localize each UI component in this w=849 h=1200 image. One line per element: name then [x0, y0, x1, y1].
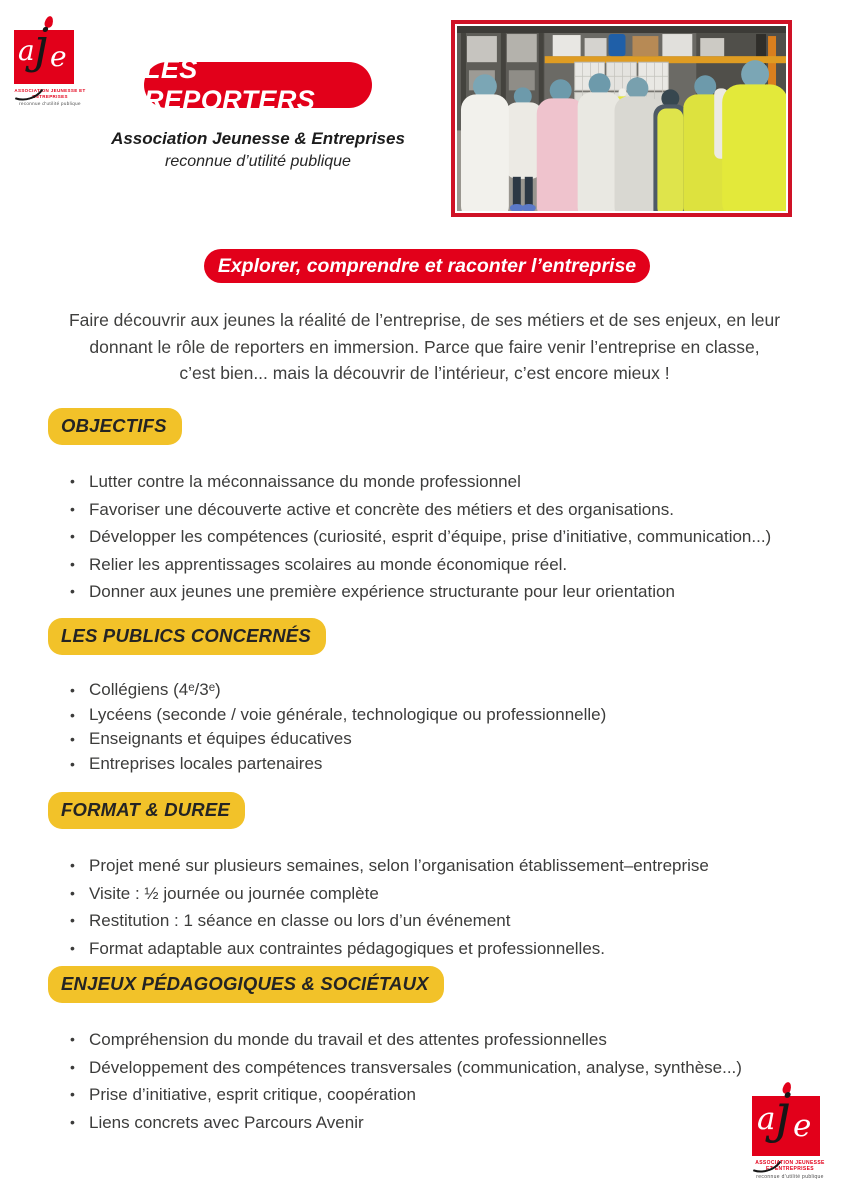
- intro-paragraph: [0, 307, 849, 387]
- list-item: • Format adaptable aux contraintes pédagogiques et professionnelles.: [68, 935, 709, 963]
- list-item: • Favoriser une découverte active et concrète des métiers et des organisations.: [68, 496, 771, 524]
- section-enjeux: [48, 966, 742, 1136]
- list-item: • Entreprises locales partenaires: [68, 752, 606, 777]
- list-item: • Lutter contre la méconnaissance du monde professionnel: [68, 468, 771, 496]
- section-badge-publics: LES PUBLICS CONCERNÉS: [48, 618, 326, 655]
- logo-letter-j: j: [775, 1083, 792, 1144]
- section-publics-concernes: [48, 618, 606, 776]
- enjeux-list: [68, 1026, 742, 1136]
- logo-letter-e: e: [50, 40, 67, 73]
- intro-line-2: donnant le rôle de reporters en immersion. Parce que faire venir l’entreprise en classe,: [89, 336, 760, 357]
- list-item: • Collégiens (4ᵉ/3ᵉ): [68, 678, 606, 703]
- org-status: reconnue d’utilité publique: [165, 153, 351, 170]
- logo-caption-association: ASSOCIATION JEUNESSE ET ENTREPRISES: [755, 1160, 825, 1172]
- warehouse-photo-illustration: [457, 26, 786, 211]
- list-item: • Liens concrets avec Parcours Avenir: [68, 1109, 742, 1137]
- aje-logo-top: [14, 16, 86, 107]
- list-item: • Visite : ½ journée ou journée complète: [68, 880, 709, 908]
- list-item: • Relier les apprentissages scolaires au monde économique réel.: [68, 551, 771, 579]
- list-item: • Compréhension du monde du travail et des attentes professionnelles: [68, 1026, 742, 1054]
- warehouse-visit-photo: [451, 20, 792, 217]
- publics-list: [68, 678, 606, 776]
- logo-letter-j: j: [34, 18, 49, 74]
- section-badge-enjeux: ENJEUX PÉDAGOGIQUES & SOCIÉTAUX: [48, 966, 444, 1003]
- list-item: • Donner aux jeunes une première expérience structurante pour leur orientation: [68, 578, 771, 606]
- logo-caption-status: reconnue d’utilité publique: [19, 101, 81, 106]
- list-item: • Développer les compétences (curiosité, esprit d’équipe, prise d’initiative, communication...): [68, 523, 771, 551]
- org-name: Association Jeunesse & Entreprises: [111, 129, 405, 148]
- logo-letter-e: e: [793, 1108, 812, 1144]
- objectifs-list: [68, 468, 771, 606]
- logo-caption-association: ASSOCIATION JEUNESSE ET ENTREPRISES: [14, 88, 86, 99]
- list-item: • Développement des compétences transversales (communication, analyse, synthèse...): [68, 1054, 742, 1082]
- logo-letter-a: a: [18, 34, 35, 67]
- section-badge-format: FORMAT & DUREE: [48, 792, 245, 829]
- format-list: [68, 852, 709, 962]
- aje-logo-bottom: [752, 1082, 828, 1180]
- intro-line-3: c’est bien... mais la découvrir de l’intérieur, c’est encore mieux !: [179, 363, 670, 383]
- section-badge-objectifs: OBJECTIFS: [48, 408, 182, 445]
- tagline-banner: Explorer, comprendre et raconter l’entreprise: [204, 249, 650, 283]
- aje-logo-icon: [752, 1083, 820, 1156]
- page-title: LES REPORTERS: [144, 62, 372, 108]
- org-block: [83, 129, 433, 171]
- aje-logo-icon: [14, 18, 74, 84]
- list-item: • Restitution : 1 séance en classe ou lors d’un événement: [68, 907, 709, 935]
- list-item: • Enseignants et équipes éducatives: [68, 727, 606, 752]
- intro-line-1: Faire découvrir aux jeunes la réalité de l’entreprise, de ses métiers et de ses enjeux, en leur: [68, 310, 781, 330]
- list-item: • Lycéens (seconde / voie générale, technologique ou professionnelle): [68, 703, 606, 728]
- logo-letter-a: a: [757, 1101, 776, 1137]
- list-item: • Projet mené sur plusieurs semaines, selon l’organisation établissement–entreprise: [68, 852, 709, 880]
- section-format-duree: [48, 792, 709, 962]
- section-objectifs: [48, 408, 771, 606]
- list-item: • Prise d’initiative, esprit critique, coopération: [68, 1081, 742, 1109]
- logo-caption-status: reconnue d’utilité publique: [756, 1174, 824, 1180]
